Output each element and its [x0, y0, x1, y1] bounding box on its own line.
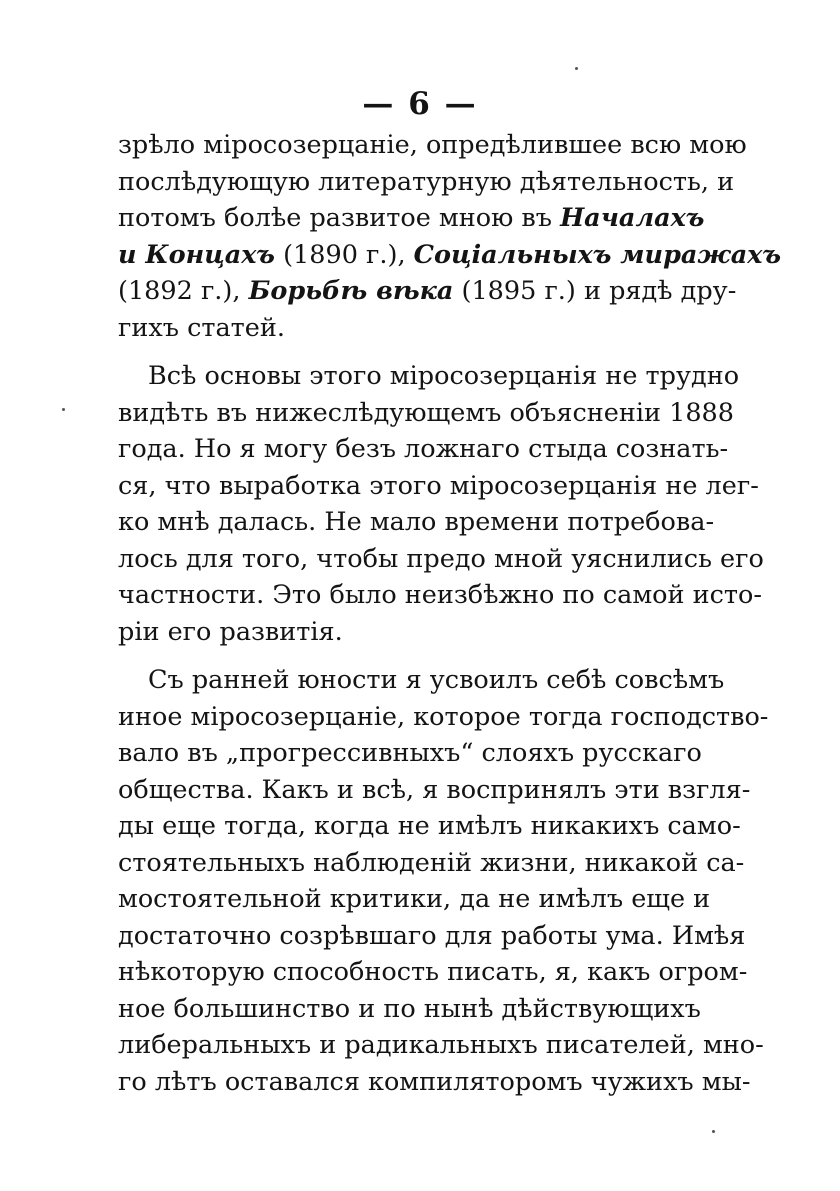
- text-run: ды еще тогда, когда не имѣлъ никакихъ само-: [118, 811, 741, 841]
- text-run: (1892 г.),: [118, 276, 249, 306]
- text-line: [118, 662, 725, 699]
- text-run: вало въ „прогрессивныхъ“ слояхъ русскаго: [118, 738, 702, 768]
- paper-speck: [712, 1130, 715, 1133]
- text-line: [118, 699, 769, 736]
- text-line: [118, 273, 737, 310]
- paragraph: [118, 127, 781, 346]
- text-line: [118, 918, 746, 955]
- text-line: [118, 991, 700, 1028]
- paragraph: [118, 662, 769, 1100]
- text-run: года. Но я могу безъ ложнаго стыда сознать-: [118, 434, 729, 464]
- text-run: ріи его развитія.: [118, 616, 343, 647]
- text-line: [118, 504, 715, 541]
- text-run: видѣть въ нижеслѣдующемъ объясненіи 1888: [118, 397, 735, 428]
- text-run: достаточно созрѣвшаго для работы ума. Имѣя: [118, 920, 746, 951]
- text-line: [118, 1027, 764, 1064]
- text-run: общества. Какъ и всѣ, я воспринялъ эти взгля-: [118, 774, 751, 805]
- text-run: частности. Это было неизбѣжно по самой исто-: [118, 580, 762, 610]
- text-run: зрѣло міросозерцаніе, опредѣлившее всю мою: [118, 130, 747, 160]
- text-run: послѣдующую литературную дѣятельность, и: [118, 166, 735, 197]
- paper-speck: [62, 408, 65, 411]
- text-line: [118, 808, 741, 845]
- text-line: [118, 200, 705, 237]
- text-line: [118, 577, 762, 614]
- text-run: нѣкоторую способность писать, я, какъ огром-: [118, 957, 748, 987]
- text-line: [118, 468, 759, 505]
- text-run: лось для того, чтобы предо мной уяснились его: [118, 543, 764, 574]
- text-run: мостоятельной критики, да не имѣлъ еще и: [118, 884, 711, 914]
- text-line: [118, 881, 711, 918]
- paragraph-gap: [118, 650, 700, 662]
- italic-title: Борьбѣ вѣка: [248, 276, 454, 306]
- paragraph: [118, 358, 764, 650]
- text-run: (1895 г.) и рядѣ дру-: [453, 276, 737, 306]
- body-text: [118, 127, 781, 1100]
- text-run: гихъ статей.: [118, 312, 285, 343]
- paragraph-gap: [118, 346, 700, 358]
- text-run: ко мнѣ далась. Не мало времени потребова-: [118, 507, 715, 537]
- text-line: [118, 845, 745, 882]
- text-line: [118, 1064, 751, 1101]
- text-run: либеральныхъ и радикальныхъ писателей, мно-: [118, 1030, 764, 1060]
- text-line: [118, 395, 735, 432]
- text-line: [118, 310, 700, 347]
- text-run: Всѣ основы этого міросозерцанія не трудно: [148, 361, 740, 391]
- text-line: [118, 772, 751, 809]
- text-line: [118, 541, 764, 578]
- text-line: [118, 954, 748, 991]
- text-line: [118, 237, 781, 274]
- paper-speck: [575, 67, 578, 70]
- text-run: иное міросозерцаніе, которое тогда господство-: [118, 701, 769, 732]
- text-line: [118, 164, 735, 201]
- text-run: потомъ болѣе развитое мною въ: [118, 203, 561, 233]
- text-run: го лѣтъ оставался компиляторомъ чужихъ мы-: [118, 1066, 751, 1097]
- text-run: стоятельныхъ наблюденій жизни, никакой са-: [118, 847, 745, 878]
- italic-title: и Концахъ: [118, 239, 275, 270]
- text-line: [118, 127, 747, 164]
- text-line: [118, 735, 700, 772]
- text-line: [118, 431, 729, 468]
- italic-title: Соціальныхъ миражахъ: [413, 239, 781, 270]
- text-line: [118, 614, 700, 651]
- text-run: (1890 г.),: [274, 239, 414, 270]
- italic-title: Началахъ: [560, 203, 705, 233]
- text-run: Съ ранней юности я усвоилъ себѣ совсѣмъ: [148, 665, 725, 695]
- text-run: ся, что выработка этого міросозерцанія не лег-: [118, 470, 759, 501]
- page-number: — 6 —: [362, 86, 478, 122]
- text-line: [118, 358, 740, 395]
- text-run: ное большинство и по нынѣ дѣйствующихъ: [118, 993, 701, 1024]
